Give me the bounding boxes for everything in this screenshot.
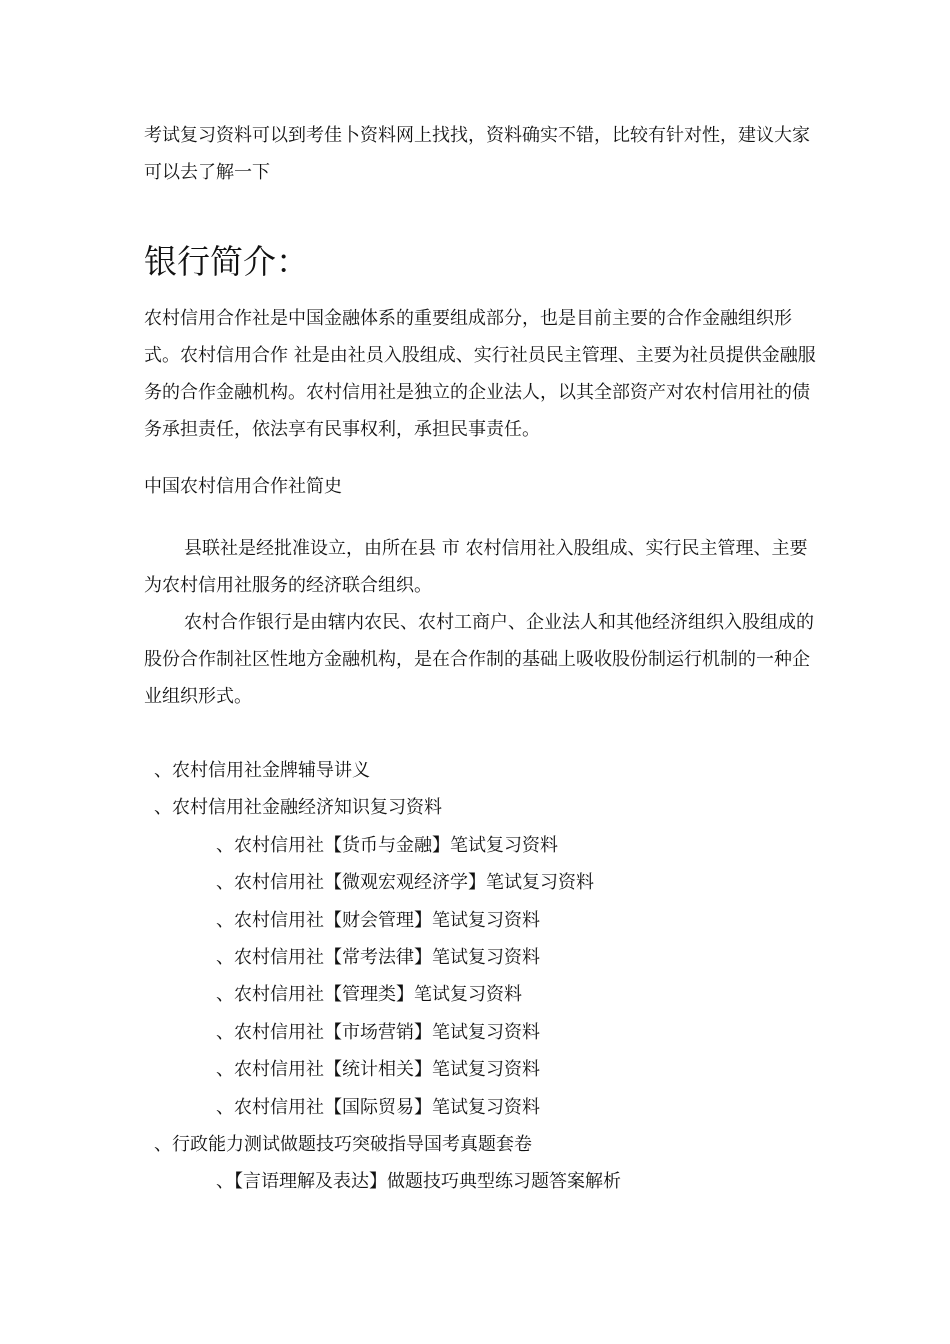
list-item: 、农村信用社【货币与金融】笔试复习资料 xyxy=(216,834,558,856)
bank-intro-paragraph: 农村信用合作社是中国金融体系的重要组成部分，也是目前主要的合作金融组织形式。农村信用合作 社是由社员入股组成、实行社员民主管理、主要为社员提供金融服务的合作金融机构。农村信用社是独立的企业法人，以其全部资产对农村信用社的债务承担责任，依法享有民事权利，承担民事责任。 xyxy=(144,308,816,440)
list-item: 、行政能力测试做题技巧突破指导国考真题套卷 xyxy=(154,1133,532,1155)
list-item: 、农村信用社【市场营销】笔试复习资料 xyxy=(216,1021,540,1043)
list-item: 、农村信用社【财会管理】笔试复习资料 xyxy=(216,909,540,931)
list-item: 、农村信用社【国际贸易】笔试复习资料 xyxy=(216,1096,540,1118)
list-item: 、农村信用社【常考法律】笔试复习资料 xyxy=(216,946,540,968)
county-union-paragraph: 县联社是经批准设立，由所在县 市 农村信用社入股组成、实行民主管理、主要为农村信用社服务的经济联合组织。 xyxy=(144,538,808,596)
list-item: 、农村信用社【统计相关】笔试复习资料 xyxy=(216,1059,540,1081)
list-item: 、农村信用社【微观宏观经济学】笔试复习资料 xyxy=(216,872,594,894)
intro-text: 考试复习资料可以到考佳卜资料网上找找，资料确实不错，比较有针对性，建议大家可以去了解一下 xyxy=(144,125,810,183)
list-item: 、农村信用社【管理类】笔试复习资料 xyxy=(216,984,522,1006)
materials-list xyxy=(0,752,950,1201)
list-item: 、农村信用社金牌辅导讲义 xyxy=(154,760,370,781)
section-title: 银行简介： xyxy=(144,242,309,281)
history-heading: 中国农村信用合作社简史 xyxy=(144,476,342,497)
list-item: 、【言语理解及表达】做题技巧典型练习题答案解析 xyxy=(216,1171,621,1193)
list-item: 、农村信用社金融经济知识复习资料 xyxy=(154,797,442,819)
rural-cooperative-bank-paragraph: 农村合作银行是由辖内农民、农村工商户、企业法人和其他经济组织入股组成的股份合作制社区性地方金融机构，是在合作制的基础上吸收股份制运行机制的一种企业组织形式。 xyxy=(144,612,814,707)
